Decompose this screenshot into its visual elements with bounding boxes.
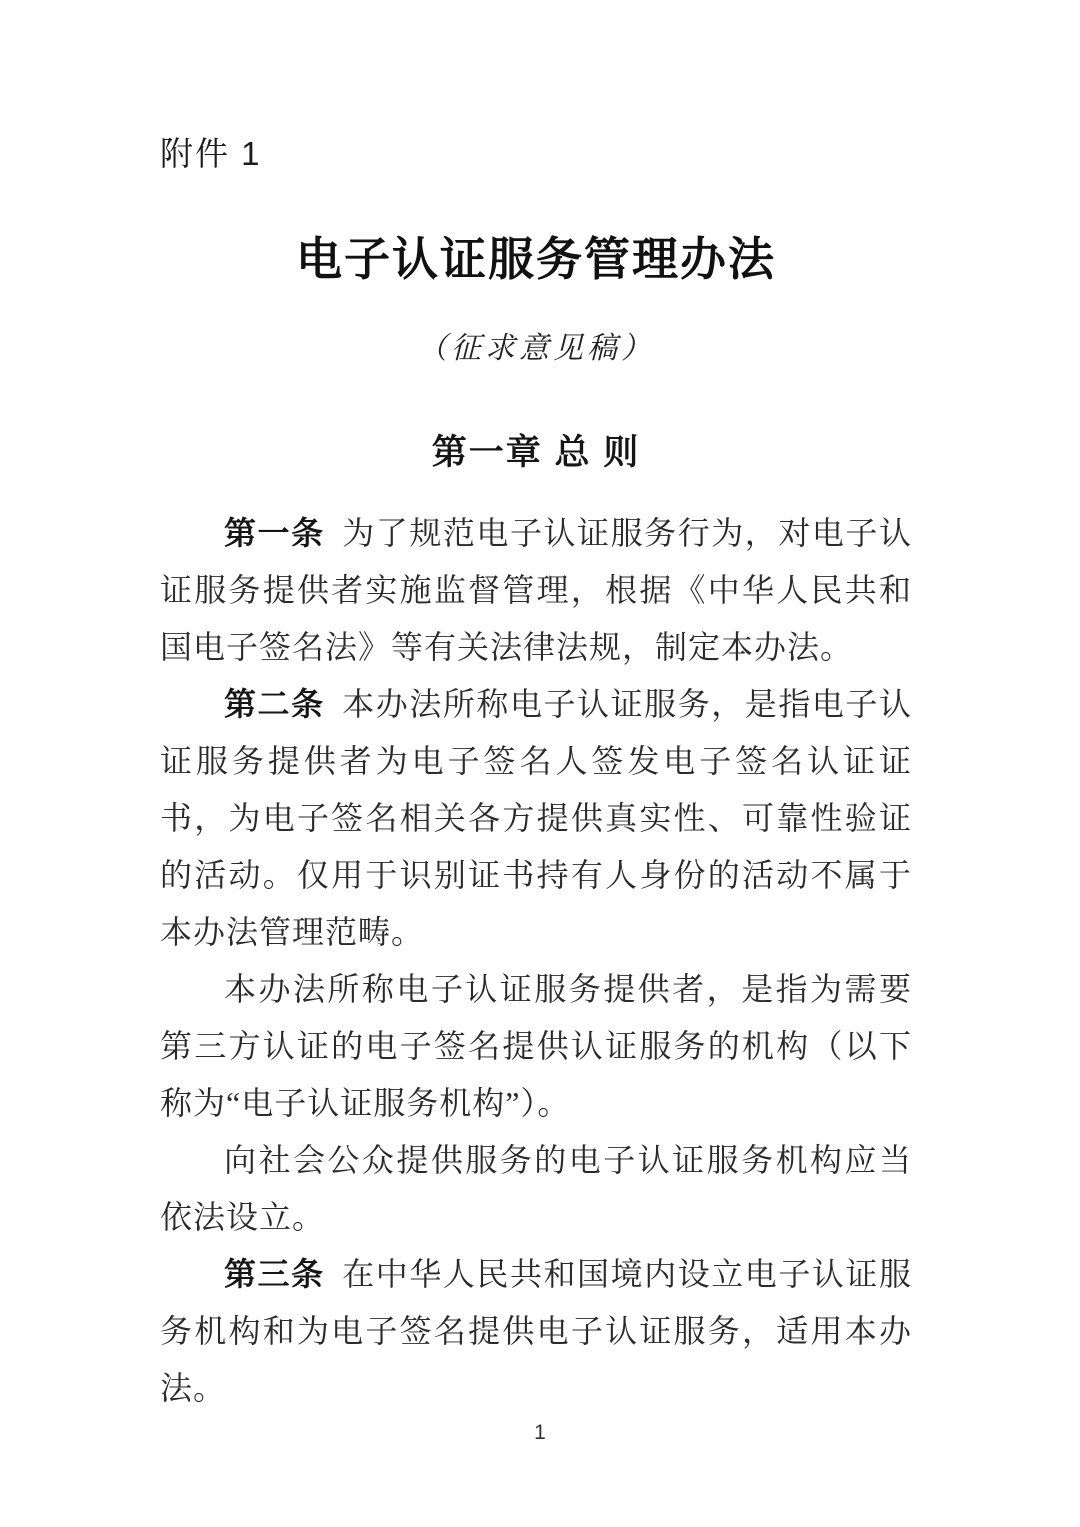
paragraph-text: 本办法所称电子认证服务提供者，是指为需要第三方认证的电子签名提供认证服务的机构（以下称为“电子认证服务机构”）。: [160, 971, 912, 1121]
article-number-label: 第一条: [224, 515, 325, 551]
article-number-label: 第三条: [224, 1256, 325, 1292]
document-subtitle: （征求意见稿）: [417, 332, 655, 365]
article-paragraph: [160, 1246, 912, 1417]
attachment-label: 附件 1: [160, 135, 262, 172]
chapter-heading: 第一章 总 则: [431, 433, 641, 472]
paragraph-text: 在中华人民共和国境内设立电子认证服务机构和为电子签名提供电子认证服务，适用本办法。: [160, 1256, 912, 1406]
document-title: 电子认证服务管理办法: [296, 234, 776, 285]
article-paragraph: [160, 1132, 912, 1246]
paragraph-text: 向社会公众提供服务的电子认证服务机构应当依法设立。: [160, 1142, 912, 1235]
paragraph-text: 本办法所称电子认证服务，是指电子认证服务提供者为电子签名人签发电子签名认证证书，为电子签名相关各方提供真实性、可靠性验证的活动。仅用于识别证书持有人身份的活动不属于本办法管理范畴。: [160, 686, 912, 950]
article-paragraph: [160, 961, 912, 1132]
article-number-label: 第二条: [224, 686, 325, 722]
page-number: 1: [534, 1421, 546, 1444]
article-paragraph: [160, 505, 912, 676]
article-paragraph: [160, 676, 912, 961]
document-body: [160, 505, 912, 1417]
paragraph-text: 为了规范电子认证服务行为，对电子认证服务提供者实施监督管理，根据《中华人民共和国电子签名法》等有关法律法规，制定本办法。: [160, 515, 912, 665]
